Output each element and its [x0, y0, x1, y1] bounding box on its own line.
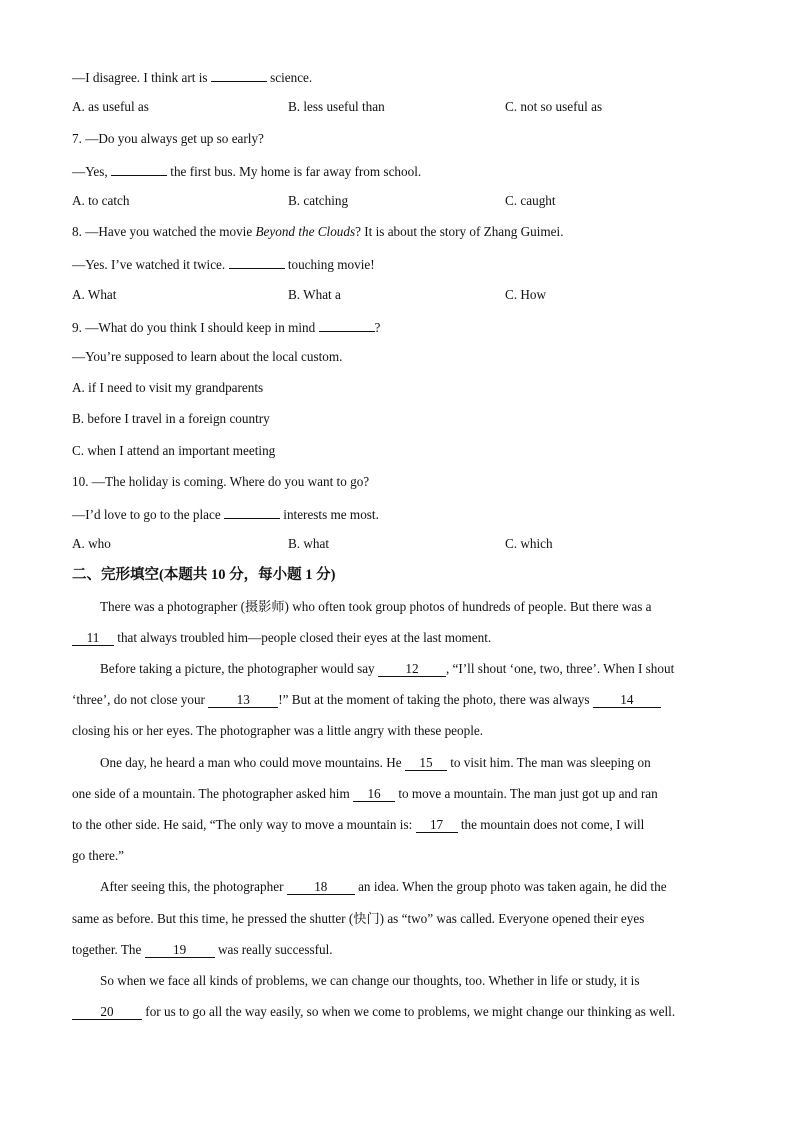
passage-p1-line1: There was a photographer (摄影师) who often took group photos of hundreds of people. But there was a: [100, 599, 652, 614]
q10-option-a: A. who: [72, 536, 111, 551]
q8-prompt-text: 8. —Have you watched the movie: [72, 224, 253, 239]
q10-option-c: C. which: [505, 536, 553, 551]
passage-p4-line2: same as before. But this time, he pressed the shutter (快门) as “two” was called. Everyone opened their eyes: [72, 911, 645, 926]
section-heading-cloze: 二、完形填空(本题共 10 分，每小题 1 分): [72, 567, 336, 583]
passage-p3-line1: [100, 755, 750, 771]
passage-text: one side of a mountain. The photographer asked him: [72, 786, 350, 801]
q8-prompt-text-end: ? It is about the story of Zhang Guimei.: [355, 224, 564, 239]
blank-13: 13: [208, 693, 278, 708]
passage-text: to the other side. He said, “The only way to move a mountain is:: [72, 817, 413, 832]
q10-response: [72, 505, 379, 523]
passage-p2-line1: [100, 661, 750, 677]
passage-text: that always troubled him—people closed their eyes at the last moment.: [117, 630, 492, 645]
passage-p3-line3: [72, 817, 722, 833]
q7-option-a: A. to catch: [72, 193, 130, 208]
passage-p3-line2: [72, 786, 722, 802]
passage-p4-line1: [100, 879, 750, 895]
q7-option-b: B. catching: [288, 193, 349, 208]
blank-20: 20: [72, 1005, 142, 1020]
q10-response-text-end: interests me most.: [283, 507, 379, 522]
q6-option-a: A. as useful as: [72, 99, 149, 114]
q9-prompt-text: 9. —What do you think I should keep in mind: [72, 320, 316, 335]
passage-text: One day, he heard a man who could move mountains. He: [100, 755, 402, 770]
blank-11: 11: [72, 631, 114, 646]
q9-option-c: C. when I attend an important meeting: [72, 443, 276, 458]
blank-18: 18: [287, 880, 355, 895]
q7-blank: [111, 162, 167, 176]
q8-blank: [229, 255, 285, 269]
q7-response-text: —Yes,: [72, 164, 108, 179]
blank-15: 15: [405, 756, 447, 771]
passage-text: After seeing this, the photographer: [100, 879, 284, 894]
q8-response: [72, 255, 375, 273]
blank-16: 16: [353, 787, 395, 802]
passage-p3-line4: go there.”: [72, 848, 124, 863]
blank-12: 12: [378, 662, 446, 677]
passage-text: ‘three’, do not close your: [72, 692, 205, 707]
q8-option-c: C. How: [505, 287, 547, 302]
passage-text: Before taking a picture, the photographer would say: [100, 661, 375, 676]
q6-blank: [211, 68, 267, 82]
passage-p4-line3: [72, 942, 722, 958]
passage-p2-line2: [72, 692, 722, 708]
passage-text: was really successful.: [217, 942, 333, 957]
blank-19: 19: [145, 943, 215, 958]
q7-prompt: 7. —Do you always get up so early?: [72, 131, 264, 146]
blank-14: 14: [593, 693, 661, 708]
passage-text: , “I’ll shout ‘one, two, three’. When I shout: [445, 661, 675, 676]
passage-text: the mountain does not come, I will: [460, 817, 645, 832]
passage-text: to move a mountain. The man just got up and ran: [398, 786, 658, 801]
q6-response-text-end: science.: [270, 70, 313, 85]
passage-text: to visit him. The man was sleeping on: [450, 755, 651, 770]
passage-text: !” But at the moment of taking the photo, there was always: [278, 692, 590, 707]
q9-option-b: B. before I travel in a foreign country: [72, 411, 270, 426]
q6-option-b: B. less useful than: [288, 99, 385, 114]
q6-response: [72, 68, 312, 86]
q8-response-text: —Yes. I’ve watched it twice.: [72, 257, 226, 272]
q10-option-b: B. what: [288, 536, 330, 551]
q8-response-text-end: touching movie!: [287, 257, 375, 272]
passage-text: an idea. When the group photo was taken again, he did the: [358, 879, 667, 894]
passage-p1-line2: [72, 630, 722, 646]
q9-blank: [319, 318, 375, 332]
q7-response-text-end: the first bus. My home is far away from school.: [170, 164, 422, 179]
q8-option-a: A. What: [72, 287, 117, 302]
q9-prompt-text-end: ?: [374, 320, 381, 335]
q8-prompt: [72, 224, 564, 240]
q8-movie-title: Beyond the Clouds: [255, 224, 356, 239]
q7-response: [72, 162, 421, 180]
q9-prompt: [72, 318, 380, 336]
q10-blank: [224, 505, 280, 519]
q7-option-c: C. caught: [505, 193, 556, 208]
passage-text: together. The: [72, 942, 142, 957]
passage-text: for us to go all the way easily, so when we come to problems, we might change our thinking as well.: [145, 1004, 676, 1019]
q8-option-b: B. What a: [288, 287, 341, 302]
q6-option-c: C. not so useful as: [505, 99, 603, 114]
passage-p5-line2: [72, 1004, 722, 1020]
q10-response-text: —I’d love to go to the place: [72, 507, 221, 522]
q10-prompt: 10. —The holiday is coming. Where do you want to go?: [72, 474, 370, 489]
passage-p2-line3: closing his or her eyes. The photographer was a little angry with these people.: [72, 723, 484, 738]
q9-option-a: A. if I need to visit my grandparents: [72, 380, 264, 395]
q6-response-text: —I disagree. I think art is: [72, 70, 208, 85]
blank-17: 17: [416, 818, 458, 833]
q9-response: —You’re supposed to learn about the local custom.: [72, 349, 343, 364]
passage-p5-line1: So when we face all kinds of problems, we can change our thoughts, too. Whether in life or study, it is: [100, 973, 640, 988]
